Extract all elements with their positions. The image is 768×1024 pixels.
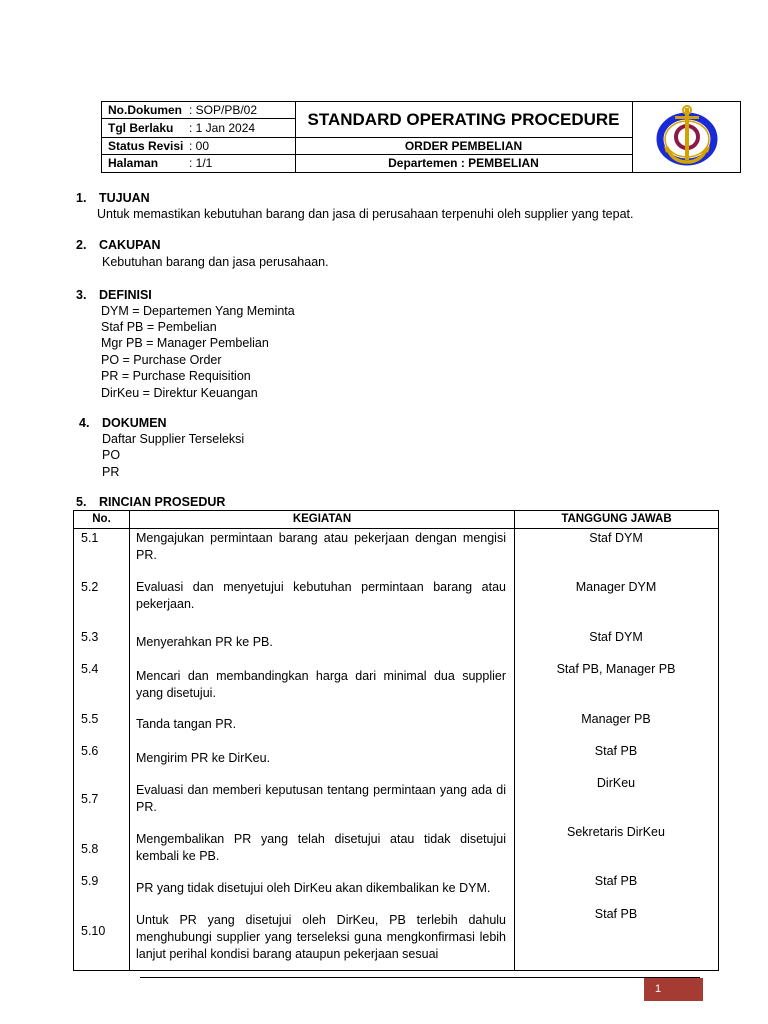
meta-row-halaman [102,155,295,172]
section-title: DOKUMEN [102,416,167,430]
meta-label: Tgl Berlaku [108,121,174,135]
row-number: 5.7 [81,792,99,806]
section-number: 2. [76,238,87,252]
row-number: 5.2 [81,580,99,594]
section-number: 3. [76,288,87,302]
logo-cell [633,102,740,172]
row-responsible: Staf DYM [589,531,643,545]
document-meta [102,102,296,172]
definition-line: PO = Purchase Order [101,353,222,367]
row-activity: Mengembalikan PR yang telah disetujui atau tidak disetujui kembali ke PB. [136,832,506,863]
procedure-table [73,510,719,971]
document-department: Departemen : PEMBELIAN [388,156,539,170]
document-line: PO [102,448,121,462]
definition-line: Staf PB = Pembelian [101,320,217,334]
row-activity: Mencari dan membandingkan harga dari minimal dua supplier yang disetujui. [136,669,506,700]
page-number-badge [644,978,703,1001]
row-activity: Evaluasi dan memberi keputusan tentang permintaan yang ada di PR. [136,783,506,814]
row-responsible: Staf PB [594,744,638,758]
row-responsible: Staf DYM [589,630,643,644]
section-number: 5. [76,495,87,509]
row-responsible: Manager DYM [575,580,657,594]
definition-line: Mgr PB = Manager Pembelian [101,336,269,350]
row-activity: PR yang tidak disetujui oleh DirKeu akan dikembalikan ke DYM. [136,881,491,895]
definition-line: DirKeu = Direktur Keuangan [101,386,258,400]
meta-value: : 1 Jan 2024 [189,121,256,135]
document-subtitle: ORDER PEMBELIAN [295,138,632,155]
document-line: PR [102,465,120,479]
row-number: 5.1 [81,531,99,545]
row-activity: Mengajukan permintaan barang atau pekerjaan dengan mengisi PR. [136,531,506,562]
document-title: STANDARD OPERATING PROCEDURE [295,102,632,138]
meta-value: : 1/1 [189,156,213,170]
definition-line: PR = Purchase Requisition [101,369,251,383]
definition-line: DYM = Departemen Yang Meminta [101,304,295,318]
section-number: 4. [79,416,90,430]
document-title-block [295,102,633,172]
meta-value: : 00 [189,139,210,153]
row-activity: Evaluasi dan menyetujui kebutuhan permintaan barang atau pekerjaan. [136,580,506,611]
anchor-logo-icon [633,102,740,172]
row-responsible: DirKeu [596,776,636,790]
meta-row-no-dokumen [102,102,295,119]
column-header-kegiatan: KEGIATAN [292,513,352,525]
meta-label: Halaman [108,156,159,170]
section-title: DEFINISI [99,288,152,302]
row-activity: Untuk PR yang disetujui oleh DirKeu, PB terlebih dahulu menghubungi supplier yang terseleksi guna mengkonfirmasi lebih lanjut perihal kondisi barang ataupun pekerjaan sesuai [136,913,506,961]
document-line: Daftar Supplier Terseleksi [102,432,245,446]
document-header [101,101,741,173]
row-number: 5.9 [81,874,99,888]
section-number: 1. [76,191,87,205]
row-number: 5.4 [81,662,99,676]
row-activity: Tanda tangan PR. [136,717,237,731]
row-number: 5.6 [81,744,99,758]
footer-divider [140,977,700,978]
section-text: Untuk memastikan kebutuhan barang dan jasa di perusahaan terpenuhi oleh supplier yang tepat. [97,207,634,221]
row-number: 5.10 [81,924,106,938]
column-header-tanggung-jawab: TANGGUNG JAWAB [561,513,672,525]
row-responsible: Staf PB, Manager PB [556,662,676,676]
meta-row-tgl-berlaku [102,119,295,138]
section-text: Kebutuhan barang dan jasa perusahaan. [102,255,329,269]
column-divider [129,511,130,970]
meta-row-status-revisi [102,138,295,155]
meta-label: Status Revisi [108,139,184,153]
row-responsible: Manager PB [581,712,651,726]
row-responsible: Sekretaris DirKeu [567,825,665,839]
section-title: TUJUAN [99,191,150,205]
row-activity: Mengirim PR ke DirKeu. [136,751,271,765]
row-responsible: Staf PB [594,874,638,888]
meta-label: No.Dokumen [108,103,183,117]
row-responsible: Staf PB [594,907,638,921]
row-activity: Menyerahkan PR ke PB. [136,635,273,649]
section-title: CAKUPAN [99,238,161,252]
row-number: 5.3 [81,630,99,644]
meta-value: : SOP/PB/02 [189,103,258,117]
row-number: 5.5 [81,712,99,726]
column-header-no: No. [92,513,111,525]
page-number: 1 [655,983,662,995]
section-title: RINCIAN PROSEDUR [99,495,226,509]
table-header [74,511,718,529]
row-number: 5.8 [81,842,99,856]
